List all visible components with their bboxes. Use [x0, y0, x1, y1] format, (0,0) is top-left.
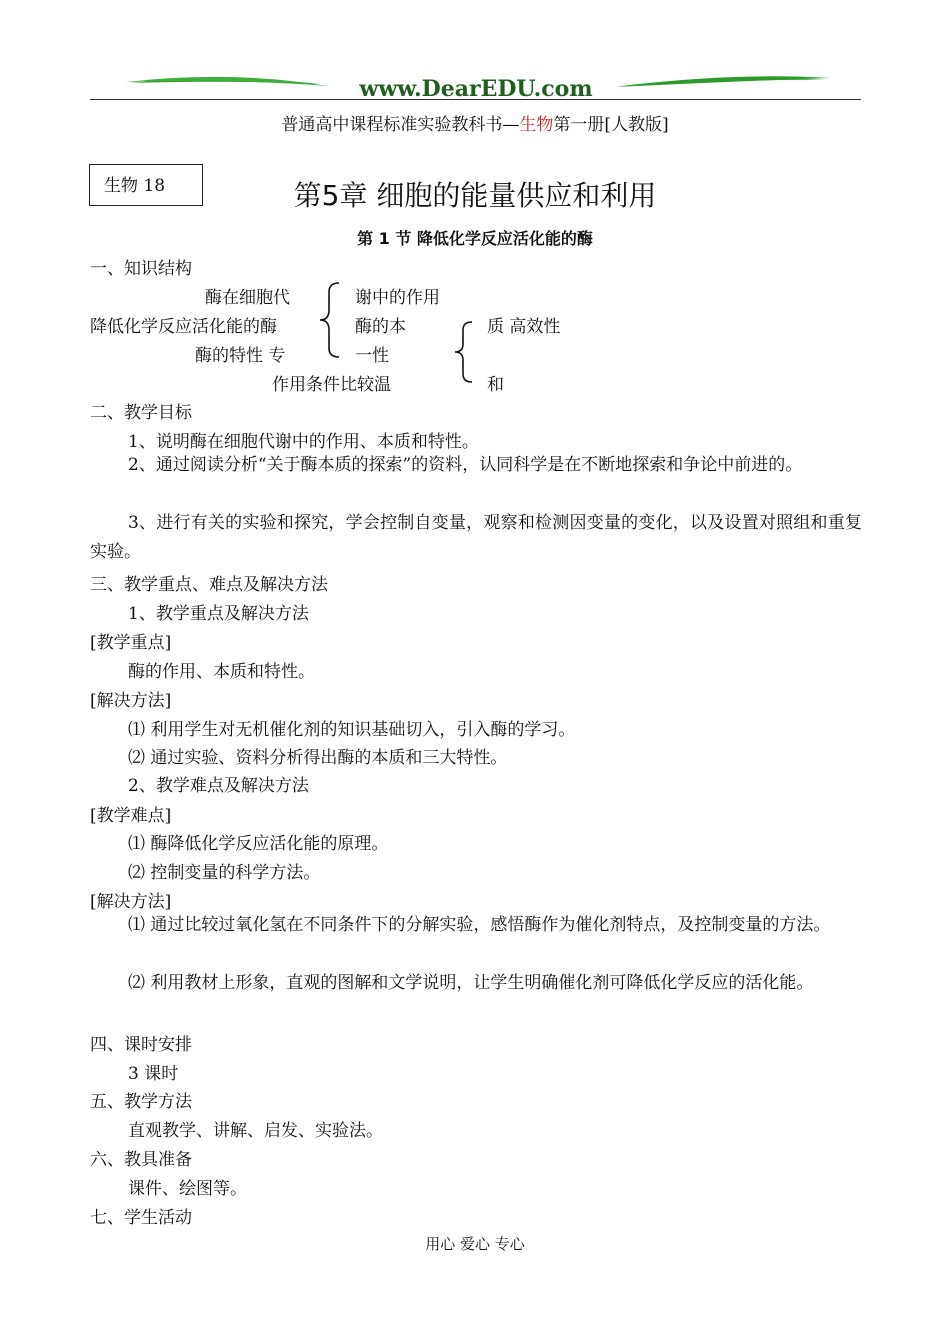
- activities-heading: 七、学生活动: [90, 1208, 192, 1228]
- outline-text: 和: [487, 375, 504, 395]
- goals-heading: 二、教学目标: [90, 403, 192, 423]
- key-subheading: 2、教学难点及解决方法: [128, 776, 309, 796]
- tools-text: 课件、绘图等。: [128, 1179, 247, 1199]
- section-title: 第 1 节 降低化学反应活化能的酶: [357, 229, 593, 248]
- difficulty-item: ⑵ 控制变量的科学方法。: [128, 863, 321, 883]
- difficulty-label: [教学难点]: [90, 806, 172, 826]
- subject-tag: 生物 18: [89, 164, 203, 206]
- focus-text: 酶的作用、本质和特性。: [128, 662, 315, 682]
- outline-text: 一性: [355, 346, 389, 366]
- page-footer: 用心 爱心 专心: [425, 1235, 525, 1253]
- method-item: ⑴ 通过比较过氧化氢在不同条件下的分解实验，感悟酶作为催化剂特点，及控制变量的方法。: [128, 915, 831, 935]
- method-label: [解决方法]: [90, 691, 172, 711]
- outline-text: 质 高效性: [487, 317, 561, 337]
- goal-item: 1、说明酶在细胞代谢中的作用、本质和特性。: [128, 432, 479, 452]
- method-item: ⑵ 利用教材上形象，直观的图解和文学说明，让学生明确催化剂可降低化学反应的活化能。: [128, 973, 814, 993]
- schedule-heading: 四、课时安排: [90, 1035, 192, 1055]
- goal-item: 2、通过阅读分析“关于酶本质的探索”的资料，认同科学是在不断地探索和争论中前进的。: [128, 455, 803, 475]
- dearedu-logo: [90, 70, 862, 106]
- series-line: 普通高中课程标准实验教科书—生物第一册[人教版]: [281, 115, 669, 135]
- difficulty-item: ⑴ 酶降低化学反应活化能的原理。: [128, 834, 389, 854]
- outline-text: 酶的特性 专: [195, 346, 286, 366]
- header-rule: [90, 99, 861, 100]
- outline-text: 降低化学反应活化能的酶: [90, 317, 277, 337]
- goal-item: 3、进行有关的实验和探究，学会控制自变量，观察和检测因变量的变化，以及设置对照组和重复实验。: [90, 513, 862, 562]
- outline-text: 酶在细胞代: [205, 288, 290, 308]
- tools-heading: 六、教具准备: [90, 1150, 192, 1170]
- outline-heading: 一、知识结构: [90, 259, 192, 279]
- chapter-title: 第5章 细胞的能量供应和利用: [293, 179, 657, 212]
- brace-icon: [315, 280, 345, 360]
- method-item: ⑴ 利用学生对无机催化剂的知识基础切入，引入酶的学习。: [128, 720, 576, 740]
- focus-label: [教学重点]: [90, 633, 172, 653]
- brace-icon: [450, 320, 478, 384]
- method-item: ⑵ 通过实验、资料分析得出酶的本质和三大特性。: [128, 748, 508, 768]
- outline-text: 作用条件比较温: [272, 375, 391, 395]
- method-label: [解决方法]: [90, 892, 172, 912]
- logo-text: www.DearEDU.com: [359, 76, 593, 102]
- methods-text: 直观教学、讲解、启发、实验法。: [128, 1121, 383, 1141]
- key-subheading: 1、教学重点及解决方法: [128, 604, 309, 624]
- series-subject: 生物: [519, 115, 554, 135]
- schedule-text: 3 课时: [128, 1064, 179, 1084]
- key-heading: 三、教学重点、难点及解决方法: [90, 575, 328, 595]
- outline-text: 谢中的作用: [355, 288, 440, 308]
- methods-heading: 五、教学方法: [90, 1092, 192, 1112]
- outline-text: 酶的本: [355, 317, 406, 337]
